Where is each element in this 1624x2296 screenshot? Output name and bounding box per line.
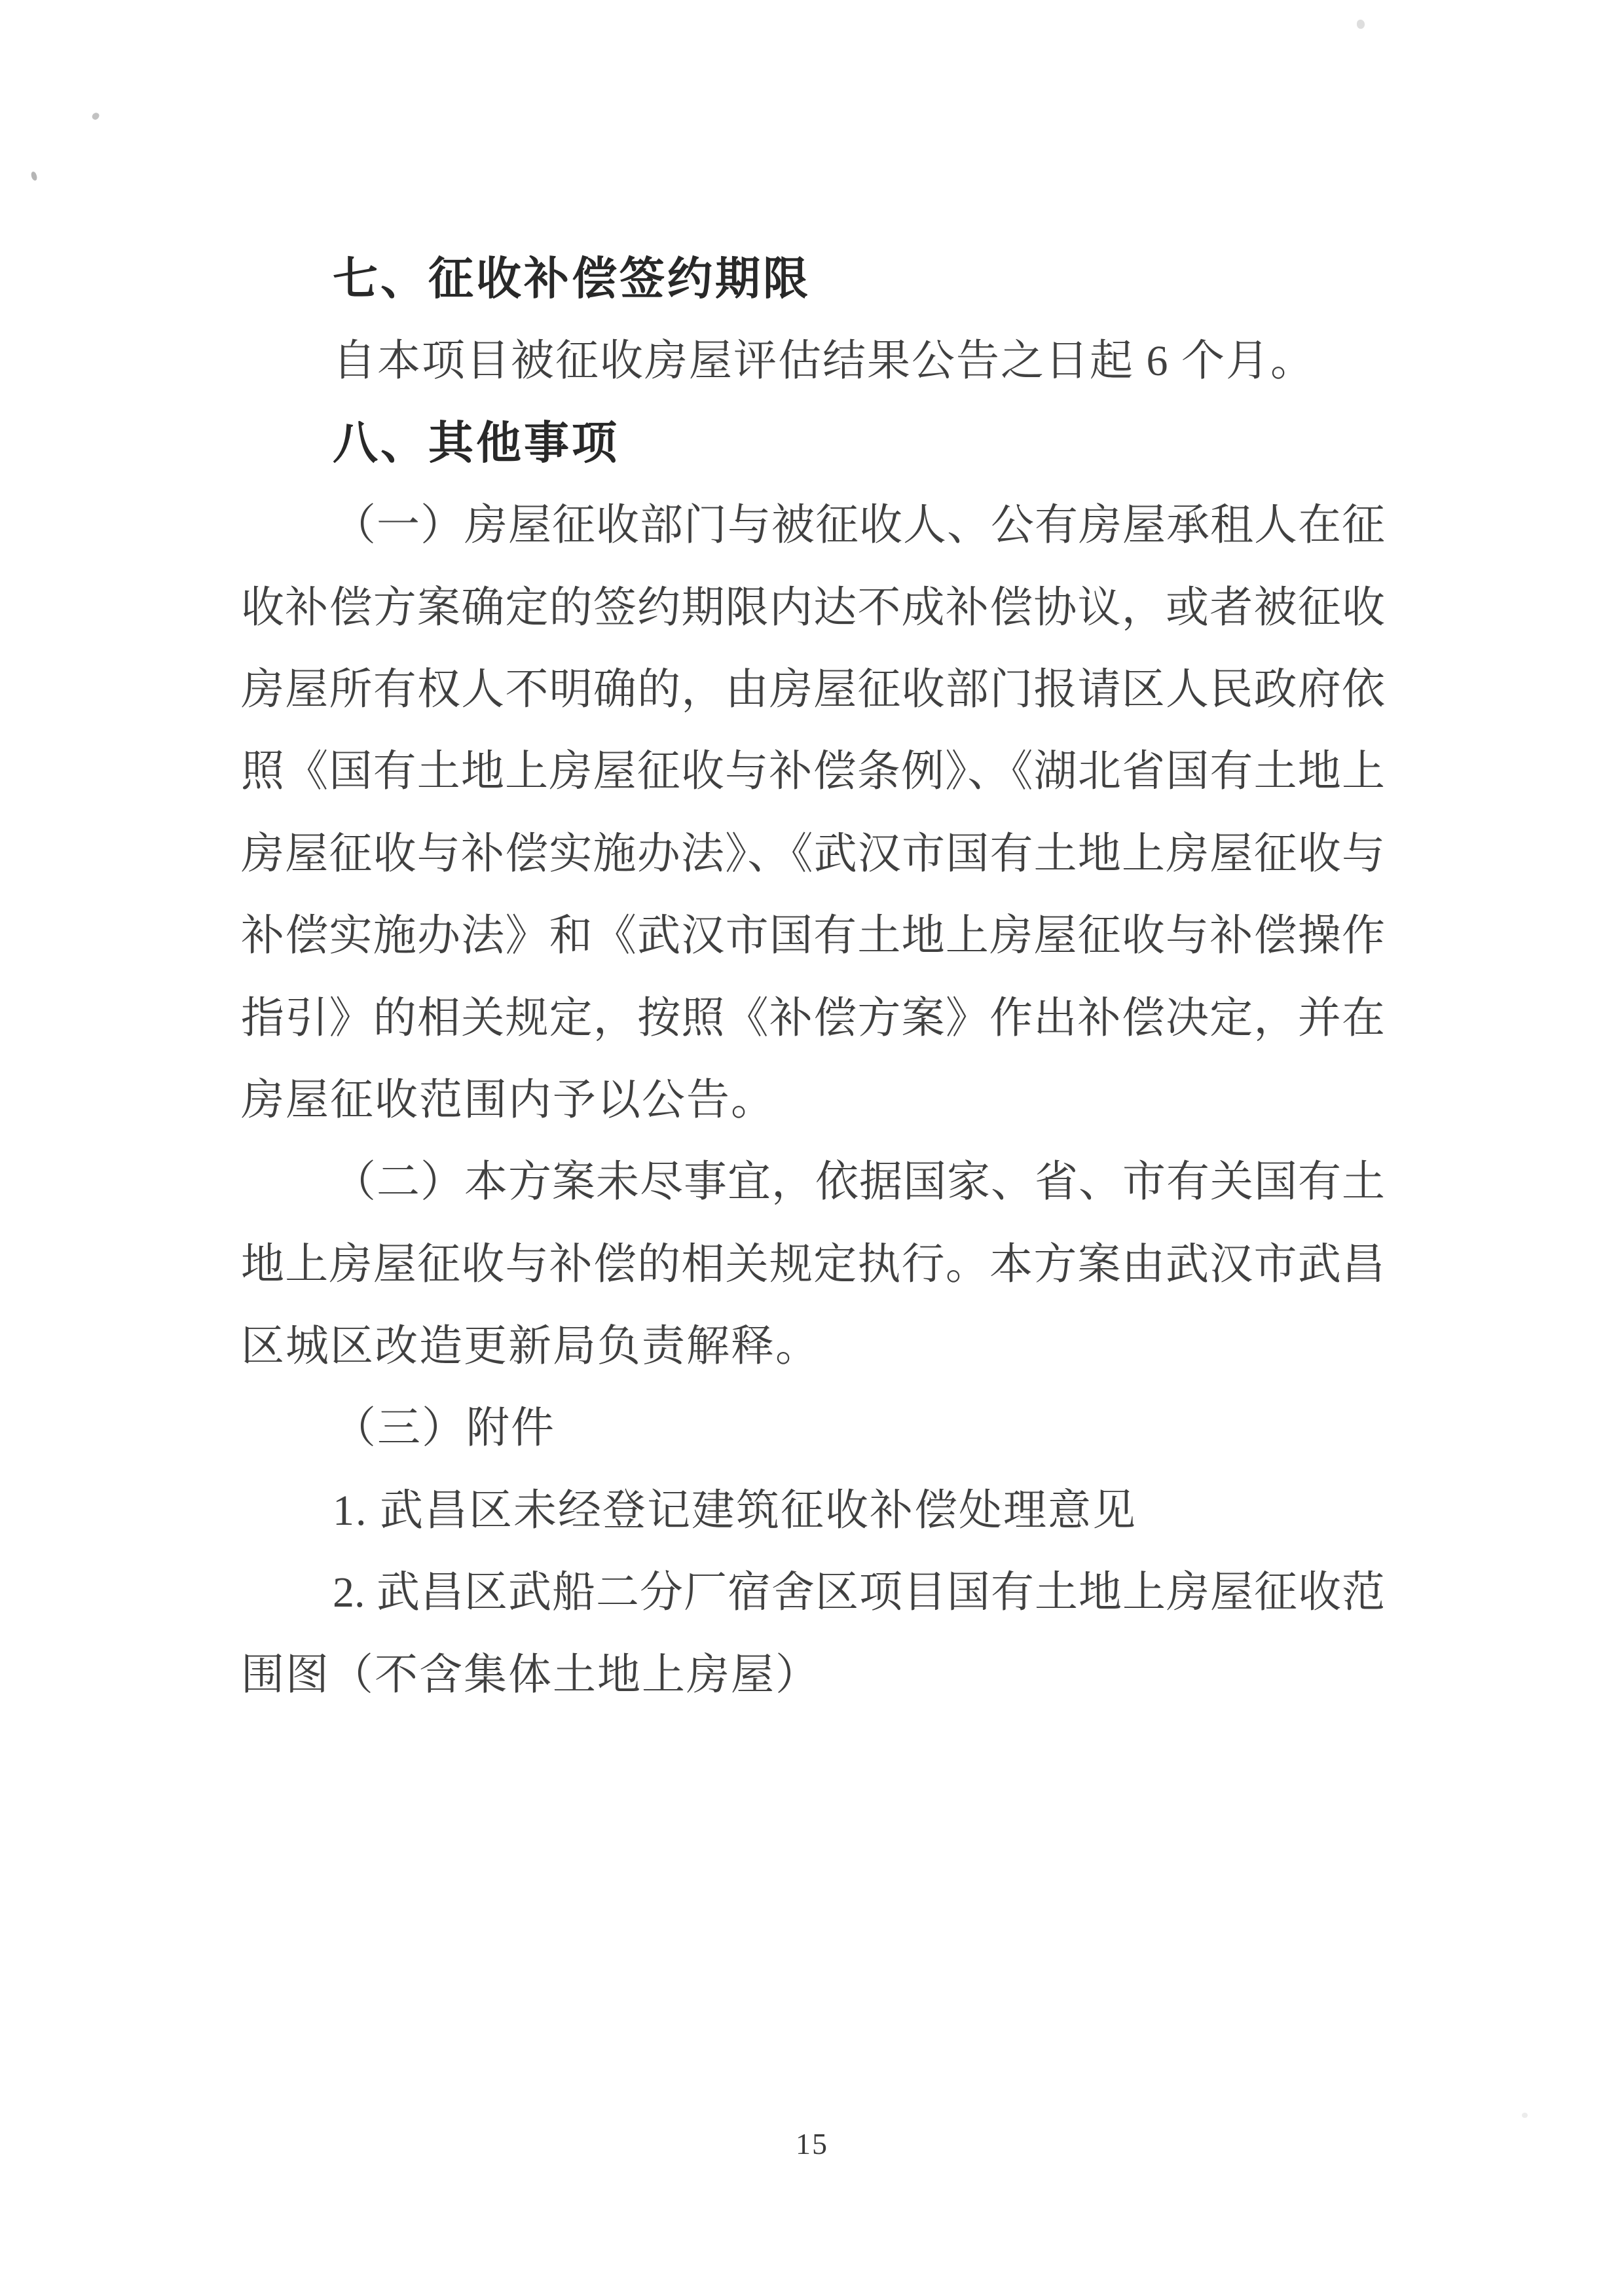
attachment-item-1: 1. 武昌区未经登记建筑征收补偿处理意见 bbox=[333, 1486, 1137, 1535]
scan-artifact bbox=[1357, 20, 1365, 29]
scan-artifact bbox=[91, 111, 100, 120]
body-line: 地上房屋征收与补偿的相关规定执行。本方案由武汉市武昌 bbox=[241, 1240, 1385, 1288]
body-line: 指引》的相关规定，按照《补偿方案》作出补偿决定，并在 bbox=[241, 994, 1385, 1042]
body-line: （一）房屋征收部门与被征收人、公有房屋承租人在征 bbox=[333, 501, 1385, 550]
body-line: 照《国有土地上房屋征收与补偿条例》、《湖北省国有土地上 bbox=[241, 748, 1385, 796]
document-body bbox=[241, 238, 1385, 1716]
body-line: 补偿实施办法》和《武汉市国有土地上房屋征收与补偿操作 bbox=[241, 912, 1385, 960]
body-line: 自本项目被征收房屋评估结果公告之日起 6 个月。 bbox=[333, 337, 1315, 386]
body-line: 围图（不含集体土地上房屋） bbox=[241, 1650, 820, 1699]
scan-artifact bbox=[1522, 2113, 1528, 2118]
body-line: 房屋所有权人不明确的，由房屋征收部门报请区人民政府依 bbox=[241, 665, 1385, 714]
attachment-heading: （三）附件 bbox=[333, 1404, 555, 1453]
body-line: （二）本方案未尽事宜，依据国家、省、市有关国有土 bbox=[333, 1158, 1385, 1207]
body-line: 房屋征收范围内予以公告。 bbox=[241, 1076, 775, 1124]
section-heading-seven: 七、征收补偿签约期限 bbox=[333, 254, 811, 304]
page-number: 15 bbox=[796, 2127, 828, 2160]
body-line: 区城区改造更新局负责解释。 bbox=[241, 1322, 820, 1371]
attachment-item-2: 2. 武昌区武船二分厂宿舍区项目国有土地上房屋征收范 bbox=[333, 1569, 1385, 1617]
scan-artifact bbox=[30, 171, 37, 181]
section-heading-eight: 八、其他事项 bbox=[333, 418, 619, 468]
body-line: 房屋征收与补偿实施办法》、《武汉市国有土地上房屋征收与 bbox=[241, 829, 1385, 878]
body-line: 收补偿方案确定的签约期限内达不成补偿协议，或者被征收 bbox=[241, 583, 1385, 632]
